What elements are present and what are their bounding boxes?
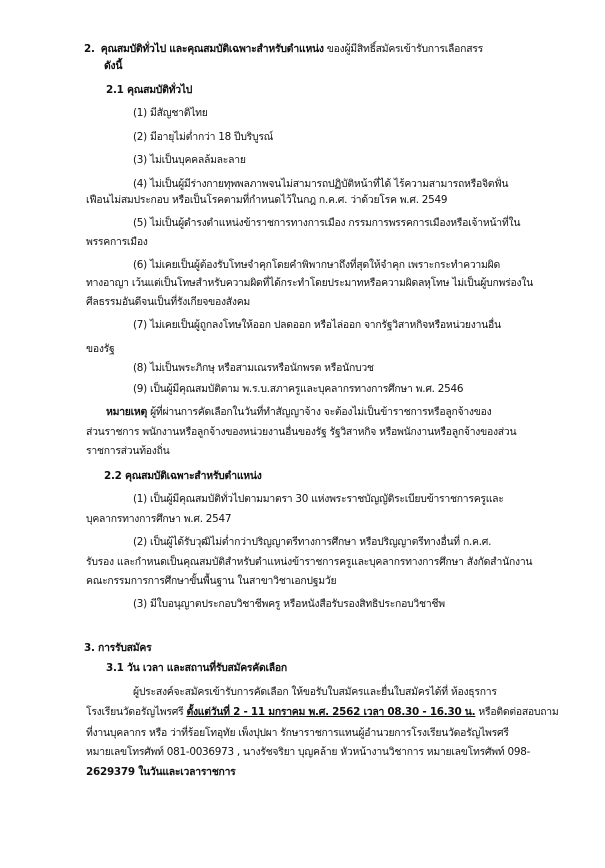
school-name-text: โรงเรียนวัดอรัญไพรศรี bbox=[86, 706, 187, 718]
section-2-heading-cont: ดังนี้ bbox=[104, 60, 123, 72]
list-item-cont: พรรคการเมือง bbox=[86, 236, 148, 248]
paragraph-line: ผู้ประสงค์จะสมัครเข้ารับการคัดเลือก ให้ขอรับใบสมัครและยื่นใบสมัครได้ที่ ห้องธุรการ bbox=[133, 686, 497, 698]
list-item: (7) ไม่เคยเป็นผู้ถูกลงโทษให้ออก ปลดออก หรือไล่ออก จากรัฐวิสาหกิจหรือหน่วยงานอื่น bbox=[133, 319, 501, 331]
list-item: (8) ไม่เป็นพระภิกษุ หรือสามเณรหรือนักพรต หรือนักบวช bbox=[133, 362, 374, 374]
list-item-cont: ศีลธรรมอันดีจนเป็นที่รังเกียจของสังคม bbox=[86, 296, 251, 308]
list-item-cont: เฟือนไม่สมประกอบ หรือเป็นโรคตามที่กำหนดไว้ในกฎ ก.ค.ศ. ว่าด้วยโรค พ.ศ. 2549 bbox=[86, 194, 448, 206]
list-item-cont: ทางอาญา เว้นแต่เป็นโทษสำหรับความผิดที่ได้กระทำโดยประมาทหรือความผิดลหุโทษ ไม่เป็นผู้บกพร่องใน bbox=[86, 277, 533, 289]
list-item: (2) เป็นผู้ได้รับวุฒิไม่ต่ำกว่าปริญญาตรีทางการศึกษา หรือปริญญาตรีทางอื่นที่ ก.ค.ศ. bbox=[133, 536, 492, 548]
list-item: (2) มีอายุไม่ต่ำกว่า 18 ปีบริบูรณ์ bbox=[133, 131, 274, 143]
note-paragraph bbox=[106, 405, 491, 419]
list-item: (1) มีสัญชาติไทย bbox=[133, 107, 208, 119]
list-item-cont: บุคลากรทางการศึกษา พ.ศ. 2547 bbox=[86, 513, 232, 525]
section-2-number: 2. bbox=[84, 43, 95, 55]
list-item: (3) มีใบอนุญาตประกอบวิชาชีพครู หรือหนังสือรับรองสิทธิประกอบวิชาชีพ bbox=[133, 598, 445, 610]
paragraph-line: หมายเลขโทรศัพท์ 081-0036973 , นางรัชจริยา บุญคล้าย หัวหน้างานวิชาการ หมายเลขโทรศัพท์ 098- bbox=[86, 746, 531, 758]
list-item: (9) เป็นผู้มีคุณสมบัติตาม พ.ร.บ.สภาครูและบุคลากรทางการศึกษา พ.ศ. 2546 bbox=[133, 383, 464, 395]
note-line: ผู้ที่ผ่านการคัดเลือกในวันที่ทำสัญญาจ้าง จะต้องไม่เป็นข้าราชการหรือลูกจ้างของ bbox=[147, 406, 492, 418]
contact-text: หรือติดต่อสอบถาม bbox=[475, 706, 559, 718]
note-line: ราชการส่วนท้องถิ่น bbox=[86, 445, 170, 457]
application-date-range: ตั้งแต่วันที่ 2 - 11 มกราคม พ.ศ. 2562 เวลา 08.30 - 16.30 น. bbox=[186, 706, 476, 718]
list-item: (3) ไม่เป็นบุคคลล้มละลาย bbox=[133, 154, 246, 166]
subsection-3-1-title: 3.1 วัน เวลา และสถานที่รับสมัครคัดเลือก bbox=[106, 662, 287, 674]
list-item: (1) เป็นผู้มีคุณสมบัติทั่วไปตามมาตรา 30 แห่งพระราชบัญญัติระเบียบข้าราชการครูและ bbox=[133, 493, 504, 505]
list-item-cont: ของรัฐ bbox=[86, 343, 115, 355]
paragraph-line: 2629379 ในวันและเวลาราชการ bbox=[86, 766, 236, 778]
list-item: (6) ไม่เคยเป็นผู้ต้องรับโทษจำคุกโดยคำพิพากษาถึงที่สุดให้จำคุก เพราะกระทำความผิด bbox=[133, 259, 500, 271]
section-3-heading: 3. การรับสมัคร bbox=[84, 642, 152, 654]
note-label: หมายเหตุ bbox=[106, 406, 148, 418]
list-item: (5) ไม่เป็นผู้ดำรงตำแหน่งข้าราชการทางการเมือง กรรมการพรรคการเมืองหรือเจ้าหน้าที่ใน bbox=[133, 217, 521, 229]
subsection-2-1-title: 2.1 คุณสมบัติทั่วไป bbox=[106, 84, 193, 96]
section-2-heading bbox=[84, 42, 483, 56]
section-2-heading-bold: คุณสมบัติทั่วไป และคุณสมบัติเฉพาะสำหรับตำแหน่ง bbox=[100, 43, 324, 55]
subsection-2-2-title: 2.2 คุณสมบัติเฉพาะสำหรับตำแหน่ง bbox=[104, 470, 262, 482]
list-item: (4) ไม่เป็นผู้มีร่างกายทุพพลภาพจนไม่สามารถปฏิบัติหน้าที่ได้ ไร้ความสามารถหรือจิตฟั่น bbox=[133, 178, 509, 190]
paragraph-line: ที่งานบุคลากร หรือ ว่าที่ร้อยโทอุทัย เพ็งปุปผา รักษาราชการแทนผู้อำนวยการโรงเรียนวัดอรัญไพรศรี bbox=[86, 727, 509, 739]
list-item-cont: คณะกรรมการการศึกษาขั้นพื้นฐาน ในสาขาวิชาเอกปฐมวัย bbox=[86, 575, 337, 587]
note-line: ส่วนราชการ พนักงานหรือลูกจ้างของหน่วยงานอื่นของรัฐ รัฐวิสาหกิจ หรือพนักงานหรือลูกจ้างของส่วน bbox=[86, 426, 517, 438]
section-2-heading-rest: ของผู้มีสิทธิ์สมัครเข้ารับการเลือกสรร bbox=[323, 43, 483, 55]
paragraph-line bbox=[86, 705, 558, 719]
list-item-cont: รับรอง และกำหนดเป็นคุณสมบัติสำหรับตำแหน่งข้าราชการครูและบุคลากรทางการศึกษา สังกัดสำนักงาน bbox=[86, 556, 533, 568]
